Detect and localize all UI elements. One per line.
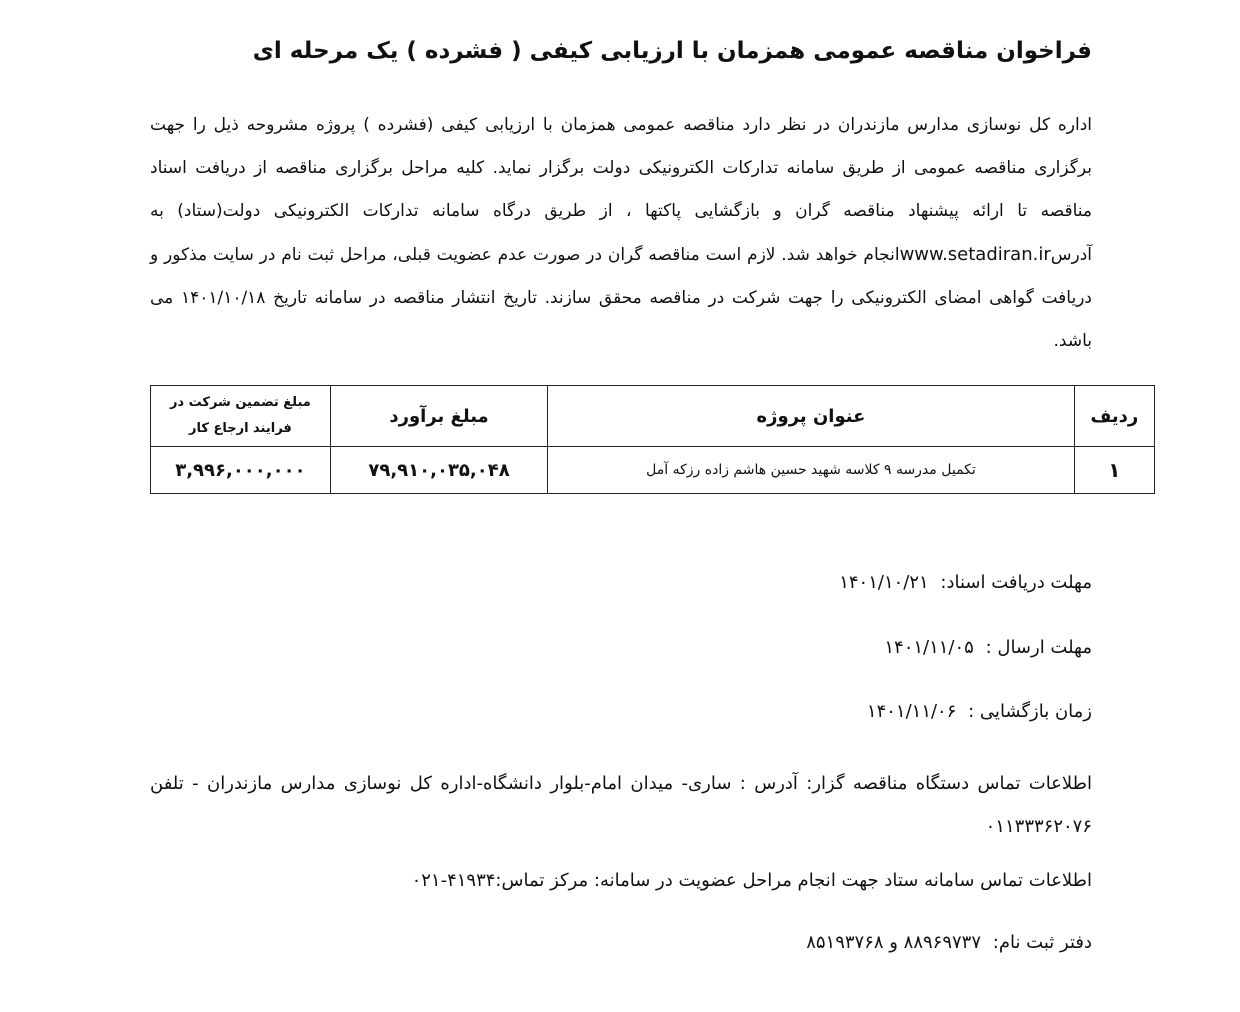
registry-office xyxy=(150,932,1092,953)
intro-text-part2: انجام خواهد شد. لازم است مناقصه گران در صورت عدم عضویت قبلی، مراحل ثبت نام در سایت مذکور و دریافت گواهی امضای الکترونیکی را جهت شرکت در مناقصه محقق سازند. تاریخ انتشار مناقصه در سامانه تاریخ ۱۴۰۱/۱۰/۱۸ می باشد. xyxy=(150,245,1092,351)
intro-paragraph xyxy=(150,104,1092,363)
submit-deadline-value: ۱۴۰۱/۱۱/۰۵ xyxy=(884,637,974,658)
header-guarantee-line1: مبلغ تضمین شرکت در xyxy=(169,395,311,410)
notice-title: فراخوان مناقصه عمومی همزمان با ارزیابی کیفی ( فشرده ) یک مرحله ای xyxy=(252,38,1092,64)
cell-guarantee: ۳,۹۹۶,۰۰۰,۰۰۰ xyxy=(151,447,331,494)
submit-deadline xyxy=(150,637,1092,658)
opening-time-label: زمان بازگشایی : xyxy=(968,701,1092,722)
header-estimate: مبلغ برآورد xyxy=(330,386,547,447)
receive-deadline-label: مهلت دریافت اسناد: xyxy=(940,572,1092,593)
registry-office-label: دفتر ثبت نام: xyxy=(992,932,1092,953)
opening-time-value: ۱۴۰۱/۱۱/۰۶ xyxy=(866,701,957,722)
receive-deadline-value: ۱۴۰۱/۱۰/۲۱ xyxy=(839,572,929,593)
cell-estimate: ۷۹,۹۱۰,۰۳۵,۰۴۸ xyxy=(330,447,547,494)
header-guarantee-line2: فرایند ارجاع کار xyxy=(189,421,292,436)
submit-deadline-label: مهلت ارسال : xyxy=(985,637,1092,658)
intro-text-part1: اداره کل نوسازی مدارس مازندران در نظر دارد مناقصه عمومی همزمان با ارزیابی کیفی (فشرده ) پروژه مشروحه ذیل را جهت برگزاری مناقصه عمومی از طریق سامانه تدارکات الکترونیکی دولت برگزار نماید. کلیه مراحل برگزاری مناقصه از دریافت اسناد مناقصه تا ارائه پیشنهاد مناقصه گران و بازگشایی پاکتها ، از طریق درگاه سامانه تدارکات الکترونیکی دولت(ستاد) به آدرس xyxy=(150,115,1092,265)
receive-deadline xyxy=(150,572,1092,593)
opening-time xyxy=(150,701,1092,722)
organizer-contact: اطلاعات تماس دستگاه مناقصه گزار: آدرس : ساری- میدان امام-بلوار دانشگاه-اداره کل نوسازی مدارس مازندران - تلفن ۰۱۱۳۳۳۶۲۰۷۶ xyxy=(150,773,1092,837)
header-guarantee xyxy=(151,386,331,447)
cell-project-title: تکمیل مدرسه ۹ کلاسه شهید حسین هاشم زاده رزکه آمل xyxy=(548,447,1074,494)
header-project-title: عنوان پروژه xyxy=(548,386,1074,447)
table-header-row xyxy=(151,386,1155,447)
header-row-number: ردیف xyxy=(1074,386,1154,447)
projects-table xyxy=(150,385,1155,494)
setad-url: www.setadiran.ir xyxy=(899,244,1051,265)
cell-row-number: ۱ xyxy=(1074,447,1154,494)
registry-office-value: ۸۸۹۶۹۷۳۷ و ۸۵۱۹۳۷۶۸ xyxy=(806,932,982,953)
setad-contact: اطلاعات تماس سامانه ستاد جهت انجام مراحل عضویت در سامانه: مرکز تماس:۴۱۹۳۴-۰۲۱ xyxy=(411,870,1092,891)
table-row xyxy=(151,447,1155,494)
